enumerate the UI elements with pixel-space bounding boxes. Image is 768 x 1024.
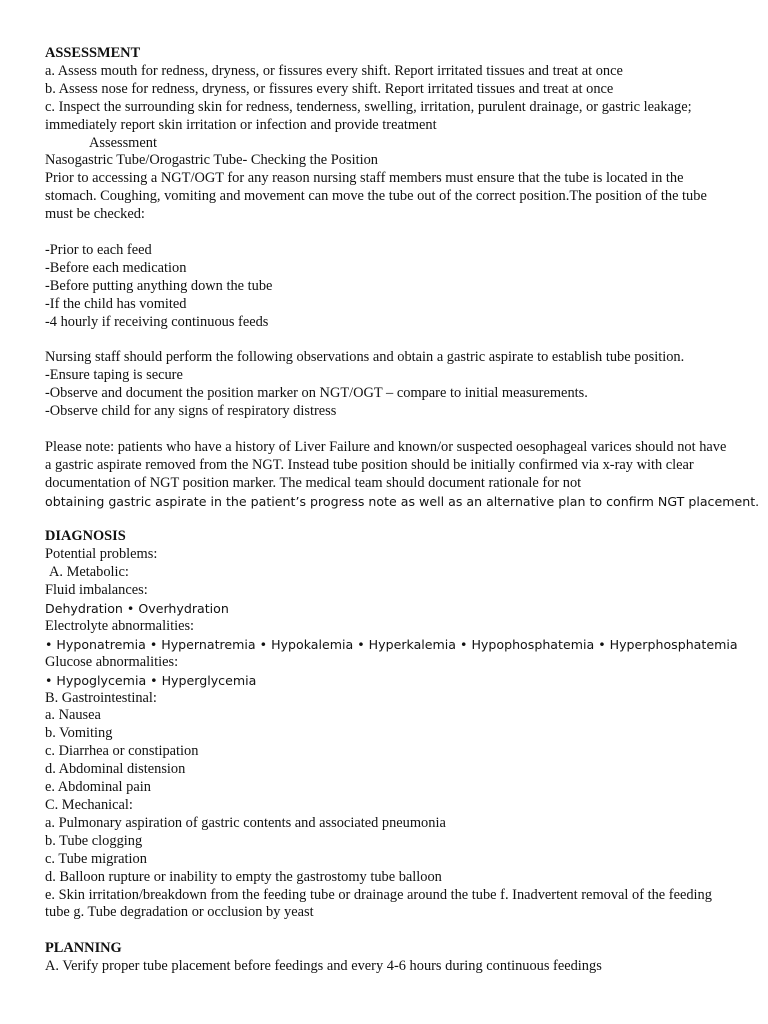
mechanical-item: d. Balloon rupture or inability to empty the gastrostomy tube balloon <box>45 868 442 885</box>
gi-item: e. Abdominal pain <box>45 779 151 796</box>
gi-item: b. Vomiting <box>45 725 113 742</box>
gi-item: c. Diarrhea or constipation <box>45 743 199 760</box>
ngt-intro-paragraph: Prior to accessing a NGT/OGT for any reason nursing staff members must ensure that the tube is located in the stomach. Coughing, vomiting and movement can move the tube out of the correct position.The position of the tube must be checked: <box>45 170 707 223</box>
glucose-items: • Hypoglycemia • Hyperglycemia <box>45 672 257 688</box>
check-list-item: -If the child has vomited <box>45 295 187 312</box>
fluid-imbalances-label: Fluid imbalances: <box>45 582 148 599</box>
electrolyte-label: Electrolyte abnormalities: <box>45 617 195 634</box>
spacer <box>45 511 735 529</box>
fluid-imbalances-items: Dehydration • Overhydration <box>45 601 229 617</box>
gi-item: d. Abdominal distension <box>45 761 186 778</box>
mechanical-item: a. Pulmonary aspiration of gastric contents and associated pneumonia <box>45 814 446 831</box>
gi-item: a. Nausea <box>45 707 101 724</box>
mechanical-item: b. Tube clogging <box>45 832 143 849</box>
planning-item-a: A. Verify proper tube placement before feedings and every 4-6 hours during continuous feedings <box>45 958 602 975</box>
check-list-item: -Before putting anything down the tube <box>45 277 273 294</box>
diagnosis-heading: DIAGNOSIS <box>45 528 126 545</box>
planning-heading: PLANNING <box>45 940 122 957</box>
assessment-heading: ASSESSMENT <box>45 45 141 61</box>
spacer <box>45 421 735 439</box>
potential-problems-label: Potential problems: <box>45 546 158 563</box>
assessment-subheading: Assessment <box>89 134 157 151</box>
liver-failure-note-continued: obtaining gastric aspirate in the patient’s progress note as well as an alternative plan to confirm NGT placement. <box>45 493 760 509</box>
spacer <box>45 224 735 242</box>
metabolic-label: A. Metabolic: <box>49 564 129 581</box>
document-page <box>45 45 760 976</box>
mechanical-item: c. Tube migration <box>45 850 147 867</box>
observation-item: -Observe child for any signs of respiratory distress <box>45 403 337 420</box>
spacer <box>45 331 735 349</box>
assessment-item-mouth: a. Assess mouth for redness, dryness, or fissures every shift. Report irritated tissues and treat at once <box>45 62 623 79</box>
liver-failure-note: Please note: patients who have a history of Liver Failure and known/or suspected oesophageal varices should not have a gastric aspirate removed from the NGT. Instead tube position should be initially confirmed via x-ray with clear documentation of NGT position marker. The medical team should document rationale for not <box>45 438 727 491</box>
gastrointestinal-label: B. Gastrointestinal: <box>45 689 157 706</box>
check-list-item: -4 hourly if receiving continuous feeds <box>45 313 269 330</box>
check-list-item: -Before each medication <box>45 259 187 276</box>
spacer <box>45 922 735 940</box>
mechanical-item-last: e. Skin irritation/breakdown from the feeding tube or drainage around the tube f. Inadvertent removal of the feeding tube g. Tube degradation or occlusion by yeast <box>45 886 712 921</box>
assessment-item-nose: b. Assess nose for redness, dryness, or fissures every shift. Report irritated tissues and treat at once <box>45 80 614 97</box>
observation-item: -Observe and document the position marker on NGT/OGT – compare to initial measurements. <box>45 385 588 402</box>
section-title-ngt-position: Nasogastric Tube/Orogastric Tube- Checking the Position <box>45 152 378 169</box>
observations-intro: Nursing staff should perform the following observations and obtain a gastric aspirate to establish tube position. <box>45 349 685 366</box>
check-list-item: -Prior to each feed <box>45 241 152 258</box>
electrolyte-items: • Hyponatremia • Hypernatremia • Hypokalemia • Hyperkalemia • Hypophosphatemia • Hyperphosphatemia <box>45 636 738 652</box>
mechanical-label: C. Mechanical: <box>45 797 133 813</box>
glucose-label: Glucose abnormalities: <box>45 653 179 670</box>
observation-item: -Ensure taping is secure <box>45 367 183 384</box>
assessment-item-skin: c. Inspect the surrounding skin for redness, tenderness, swelling, irritation, purulent drainage, or gastric leakage; immediately report skin irritation or infection and provide treatment <box>45 98 692 133</box>
